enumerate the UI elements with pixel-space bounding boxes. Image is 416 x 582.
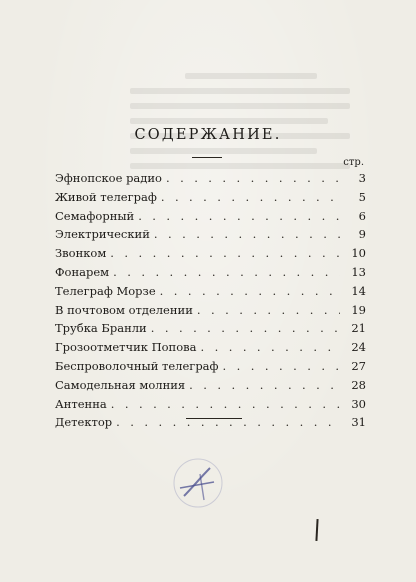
bleed-through-text (130, 64, 350, 174)
toc-entry-page: 27 (351, 358, 366, 373)
toc-entry[interactable] (55, 209, 366, 228)
toc-entry[interactable] (55, 321, 366, 340)
toc-entry-title: В почтовом отделении (55, 302, 193, 317)
toc-entry-title: Антенна (55, 396, 107, 411)
toc-entry-page: 10 (351, 246, 366, 261)
toc-entry-title: Грозоотметчик Попова (55, 340, 197, 355)
toc-entry[interactable] (55, 190, 366, 209)
toc-entry[interactable] (55, 246, 366, 265)
table-of-contents (55, 171, 366, 434)
leader-dots (111, 397, 340, 411)
toc-entry[interactable] (55, 284, 366, 303)
toc-entry-title: Звонком (55, 246, 107, 261)
toc-entry-title: Семафорный (55, 208, 135, 223)
toc-entry-title: Живой телеграф (55, 189, 157, 204)
toc-entry-page: 30 (351, 396, 366, 411)
leader-dots (138, 209, 340, 223)
end-divider (186, 418, 242, 419)
toc-entry[interactable] (55, 265, 366, 284)
toc-entry[interactable] (55, 227, 366, 246)
toc-entry-page: 5 (358, 189, 366, 204)
heading-divider (192, 157, 222, 158)
leader-dots (166, 171, 340, 185)
contents-heading: СОДЕРЖАНИЕ. (134, 127, 282, 143)
toc-entry-page: 14 (351, 283, 366, 298)
library-stamp (170, 454, 226, 512)
toc-entry-page: 31 (351, 415, 366, 430)
leader-dots (161, 190, 340, 204)
toc-entry-title: Эфнопское радио (55, 171, 162, 185)
leader-dots (160, 284, 340, 298)
page-column-label: стр. (343, 157, 364, 168)
pencil-mark (315, 519, 318, 541)
toc-entry-page: 9 (358, 227, 366, 242)
leader-dots (151, 321, 340, 335)
toc-entry[interactable] (55, 340, 366, 359)
leader-dots (110, 246, 340, 260)
toc-entry-title: Детектор (55, 415, 113, 430)
toc-entry[interactable] (55, 378, 366, 397)
toc-entry-page: 21 (351, 321, 366, 336)
toc-entry-page: 6 (358, 208, 366, 223)
toc-entry-title: Фонарем (55, 264, 110, 279)
toc-entry-page: 19 (351, 302, 366, 317)
toc-entry-title: Электрический (55, 227, 150, 242)
toc-entry-title: Беспроволочный телеграф (55, 358, 219, 373)
leader-dots (200, 340, 340, 354)
toc-entry[interactable] (55, 397, 366, 416)
toc-entry-page: 24 (351, 340, 366, 355)
toc-entry-title: Телеграф Морзе (55, 283, 156, 298)
leader-dots (154, 227, 340, 241)
toc-entry-page: 13 (351, 264, 366, 279)
leader-dots (197, 303, 340, 317)
toc-entry[interactable] (55, 359, 366, 378)
toc-entry[interactable] (55, 171, 366, 190)
leader-dots (223, 359, 340, 373)
toc-entry-page: 3 (358, 171, 366, 185)
leader-dots (113, 265, 340, 279)
toc-entry[interactable] (55, 303, 366, 322)
toc-entry-title: Самодельная молния (55, 377, 186, 392)
toc-entry-title: Трубка Бранли (55, 321, 147, 336)
leader-dots (189, 378, 340, 392)
toc-entry-page: 28 (351, 377, 366, 392)
